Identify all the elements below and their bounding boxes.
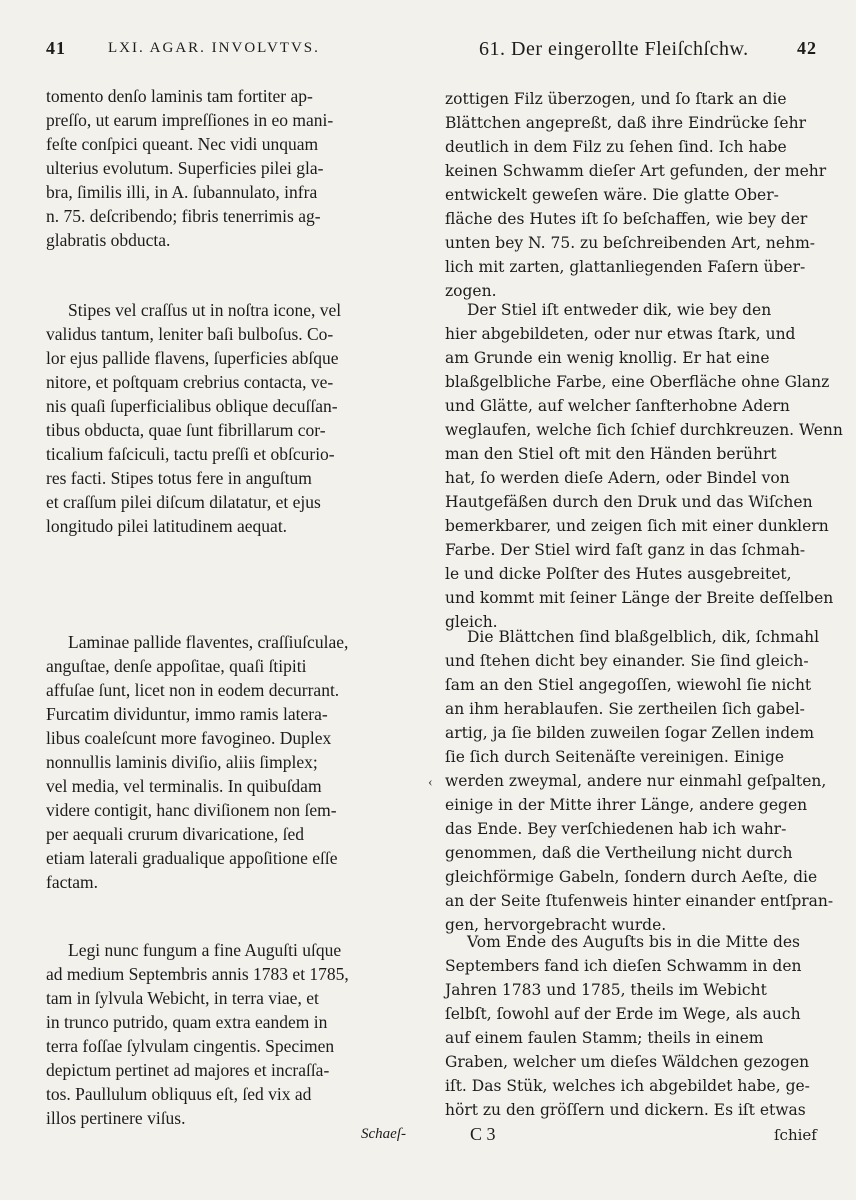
left-page-para-3-line: videre contigit, hanc diviſionem non ſem- bbox=[46, 800, 337, 820]
right-page-para-2-line: hier abgebildeten, oder nur etwas ſtark, und bbox=[445, 325, 796, 343]
right-page-para-3-line: das Ende. Bey verſchiedenen hab ich wahr- bbox=[445, 820, 787, 838]
left-page-para-1-line: glabratis obducta. bbox=[46, 230, 171, 250]
right-page-para-3-line: und ſtehen dicht bey einander. Sie ſind gleich- bbox=[445, 652, 809, 670]
left-catchword: Schaeſ- bbox=[361, 1126, 406, 1142]
left-page-para-4-line: depictum pertinet ad majores et incraſſa- bbox=[46, 1060, 330, 1080]
left-running-title: LXI. AGAR. INVOLVTVS. bbox=[108, 40, 320, 56]
left-page-para-2-line: et craſſum pilei diſcum dilatatur, et ejus bbox=[46, 492, 321, 512]
right-page-para-3-line: ſam an den Stiel angegoſſen, wiewohl ſie nicht bbox=[445, 676, 812, 694]
right-page-para-2-line: hat, ſo werden dieſe Adern, oder Bindel von bbox=[445, 469, 790, 487]
right-page-para-4-line: hört zu den gröſſern und dickern. Es iſt etwas bbox=[445, 1101, 806, 1119]
right-catchword: ſchief bbox=[774, 1126, 817, 1144]
right-page-para-3-line: werden zweymal, andere nur einmahl geſpalten, bbox=[445, 772, 827, 790]
left-page-para-2-line: longitudo pilei latitudinem aequat. bbox=[46, 516, 288, 536]
right-page-para-3-line: gen, hervorgebracht wurde. bbox=[445, 916, 667, 934]
left-page-para-2-line: tibus obducta, quae ſunt fibrillarum cor- bbox=[46, 420, 326, 440]
left-page-number: 41 bbox=[46, 38, 66, 58]
right-running-title: 61. Der eingerollte Fleiſchſchw. bbox=[479, 38, 749, 60]
right-page-para-2-line: bemerkbarer, und zeigen ſich mit einer dunklern bbox=[445, 517, 829, 535]
right-page-para-1-line: lich mit zarten, glattanliegenden Faſern über- bbox=[445, 258, 806, 276]
right-page-header bbox=[445, 38, 817, 66]
right-page-para-3-line: einige in der Mitte ihrer Länge, andere gegen bbox=[445, 796, 808, 814]
left-page-para-4-line: tam in ſylvula Webicht, in terra viae, et bbox=[46, 988, 319, 1008]
right-page-para-2-line: le und dicke Polſter des Hutes ausgebreitet, bbox=[445, 565, 792, 583]
left-page-para-2-line: validus tantum, leniter baſi bulboſus. Co- bbox=[46, 324, 334, 344]
left-page-para-3-line: nonnullis laminis diviſio, aliis ſimplex; bbox=[46, 752, 318, 772]
right-page-para-4-line: iſt. Das Stük, welches ich abgebildet habe, ge- bbox=[445, 1077, 810, 1095]
left-page-para-1-line: ulterius evolutum. Superficies pilei gla- bbox=[46, 158, 324, 178]
left-page-para-3-line: vel media, vel terminalis. In quibuſdam bbox=[46, 776, 322, 796]
left-page-para-3-line: factam. bbox=[46, 872, 98, 892]
left-page-para-4-line: in trunco putrido, quam extra eandem in bbox=[46, 1012, 328, 1032]
right-page-para-4-line: Jahren 1783 und 1785, theils im Webicht bbox=[445, 981, 767, 999]
right-page-para-3-line: Die Blättchen ſind blaßgelblich, dik, ſchmahl bbox=[467, 628, 820, 646]
right-page-para-1-line: keinen Schwamm dieſer Art gefunden, der mehr bbox=[445, 162, 827, 180]
right-page-para-1-line: fläche des Hutes iſt ſo beſchaffen, wie bey der bbox=[445, 210, 808, 228]
right-page-para-3-line: artig, ja ſie bilden zuweilen ſogar Zellen indem bbox=[445, 724, 815, 742]
left-page-para-1-line: feſte conſpici queant. Nec vidi unquam bbox=[46, 134, 319, 154]
right-page-para-3-line: an ihm herablaufen. Sie zertheilen ſich gabel- bbox=[445, 700, 805, 718]
right-page-para-3-line: gleichförmige Gabeln, ſondern durch Aeſte, die bbox=[445, 868, 818, 886]
right-page-para-2-line: blaßgelbliche Farbe, eine Oberfläche ohne Glanz bbox=[445, 373, 830, 391]
right-page-para-2-line: am Grunde ein wenig knollig. Er hat eine bbox=[445, 349, 770, 367]
right-page-para-1-line: Blättchen angepreßt, daß ihre Eindrücke ſehr bbox=[445, 114, 806, 132]
margin-mark: ‹ bbox=[428, 775, 433, 790]
right-page-para-2-line: weglaufen, welche ſich ſchief durchkreuzen. Wenn bbox=[445, 421, 843, 439]
right-page-para-2-line: gleich. bbox=[445, 613, 498, 631]
left-page-para-3-line: libus coaleſcunt more favogineo. Duplex bbox=[46, 728, 332, 748]
left-page-para-2-line: nis quaſi ſuperficialibus oblique decuſſan- bbox=[46, 396, 338, 416]
signature-mark: C 3 bbox=[470, 1124, 496, 1144]
left-page-para-3-line: etiam laterali gradualique appoſitione eſſe bbox=[46, 848, 338, 868]
left-page-para-4-line: Legi nunc fungum a fine Auguſti uſque bbox=[68, 940, 342, 960]
right-page-para-2-line: und kommt mit ſeiner Länge der Breite deſſelben bbox=[445, 589, 834, 607]
left-page-para-4-line: ad medium Septembris annis 1783 et 1785, bbox=[46, 964, 349, 984]
right-page-para-2-line: man den Stiel oft mit den Händen berührt bbox=[445, 445, 777, 463]
right-page-para-2-line: Der Stiel iſt entweder dik, wie bey den bbox=[467, 301, 772, 319]
right-page-para-3-line: genommen, daß die Vertheilung nicht durch bbox=[445, 844, 793, 862]
left-page-para-2-line: Stipes vel craſſus ut in noſtra icone, vel bbox=[68, 300, 342, 320]
left-page-para-3-line: Laminae pallide flaventes, craſſiuſculae, bbox=[68, 632, 349, 652]
right-page-para-4-line: Septembers fand ich dieſen Schwamm in den bbox=[445, 957, 802, 975]
right-page-para-3-line: ſie ſich durch Seitenäſte vereinigen. Einige bbox=[445, 748, 785, 766]
left-page-para-3-line: Furcatim dividuntur, immo ramis latera- bbox=[46, 704, 328, 724]
right-page-number: 42 bbox=[797, 38, 817, 58]
left-page-para-1-line: preſſo, ut earum impreſſiones in eo mani- bbox=[46, 110, 334, 130]
left-page-para-2-line: nitore, et poſtquam crebrius contacta, ve- bbox=[46, 372, 334, 392]
left-page-para-1-line: bra, ſimilis illi, in A. ſubannulato, infra bbox=[46, 182, 318, 202]
right-page-para-4-line: ſelbſt, ſowohl auf der Erde im Wege, als auch bbox=[445, 1005, 801, 1023]
right-page-para-2-line: und Glätte, auf welcher ſanfterhobne Adern bbox=[445, 397, 790, 415]
right-page-para-1-line: deutlich in dem Filz zu ſehen ſind. Ich habe bbox=[445, 138, 787, 156]
left-page-para-2-line: ticalium faſciculi, tactu preſſi et obſcurio- bbox=[46, 444, 335, 464]
left-page-para-4-line: illos pertinere viſus. bbox=[46, 1108, 186, 1128]
left-page-para-3-line: per aequali crurum divaricatione, ſed bbox=[46, 824, 305, 844]
right-page-para-4-line: auf einem faulen Stamm; theils in einem bbox=[445, 1029, 764, 1047]
right-page-para-1-line: entwickelt geweſen wäre. Die glatte Ober- bbox=[445, 186, 779, 204]
left-page-para-2-line: lor ejus pallide flavens, ſuperficies abſque bbox=[46, 348, 339, 368]
left-page-para-4-line: terra foſſae ſylvulam cingentis. Specimen bbox=[46, 1036, 335, 1056]
right-page-para-4-line: Graben, welcher um dieſes Wäldchen gezogen bbox=[445, 1053, 810, 1071]
right-page-para-1-line: zottigen Filz überzogen, und ſo ſtark an die bbox=[445, 90, 787, 108]
right-page-para-2-line: Farbe. Der Stiel wird faſt ganz in das ſchmah- bbox=[445, 541, 806, 559]
left-page-para-4-line: tos. Paullulum obliquus eſt, ſed vix ad bbox=[46, 1084, 312, 1104]
right-page-para-4-line: Vom Ende des Auguſts bis in die Mitte des bbox=[467, 933, 800, 951]
right-page-para-3-line: an der Seite ſtufenweis hinter einander entſpran- bbox=[445, 892, 834, 910]
left-page-para-1-line: tomento denſo laminis tam fortiter ap- bbox=[46, 86, 313, 106]
right-page-para-1-line: unten bey N. 75. zu beſchreibenden Art, nehm- bbox=[445, 234, 816, 252]
left-page-para-3-line: anguſtae, denſe appoſitae, quaſi ſtipiti bbox=[46, 656, 307, 676]
left-page-para-2-line: res facti. Stipes totus fere in anguſtum bbox=[46, 468, 312, 488]
right-page-para-1-line: zogen. bbox=[445, 282, 497, 300]
right-page-para-2-line: Hautgefäßen durch den Druk und das Wiſchen bbox=[445, 493, 813, 511]
left-page-para-3-line: affuſae ſunt, licet non in eodem decurrant. bbox=[46, 680, 340, 700]
left-page-header bbox=[46, 38, 422, 66]
left-page-para-1-line: n. 75. deſcribendo; fibris tenerrimis ag- bbox=[46, 206, 321, 226]
